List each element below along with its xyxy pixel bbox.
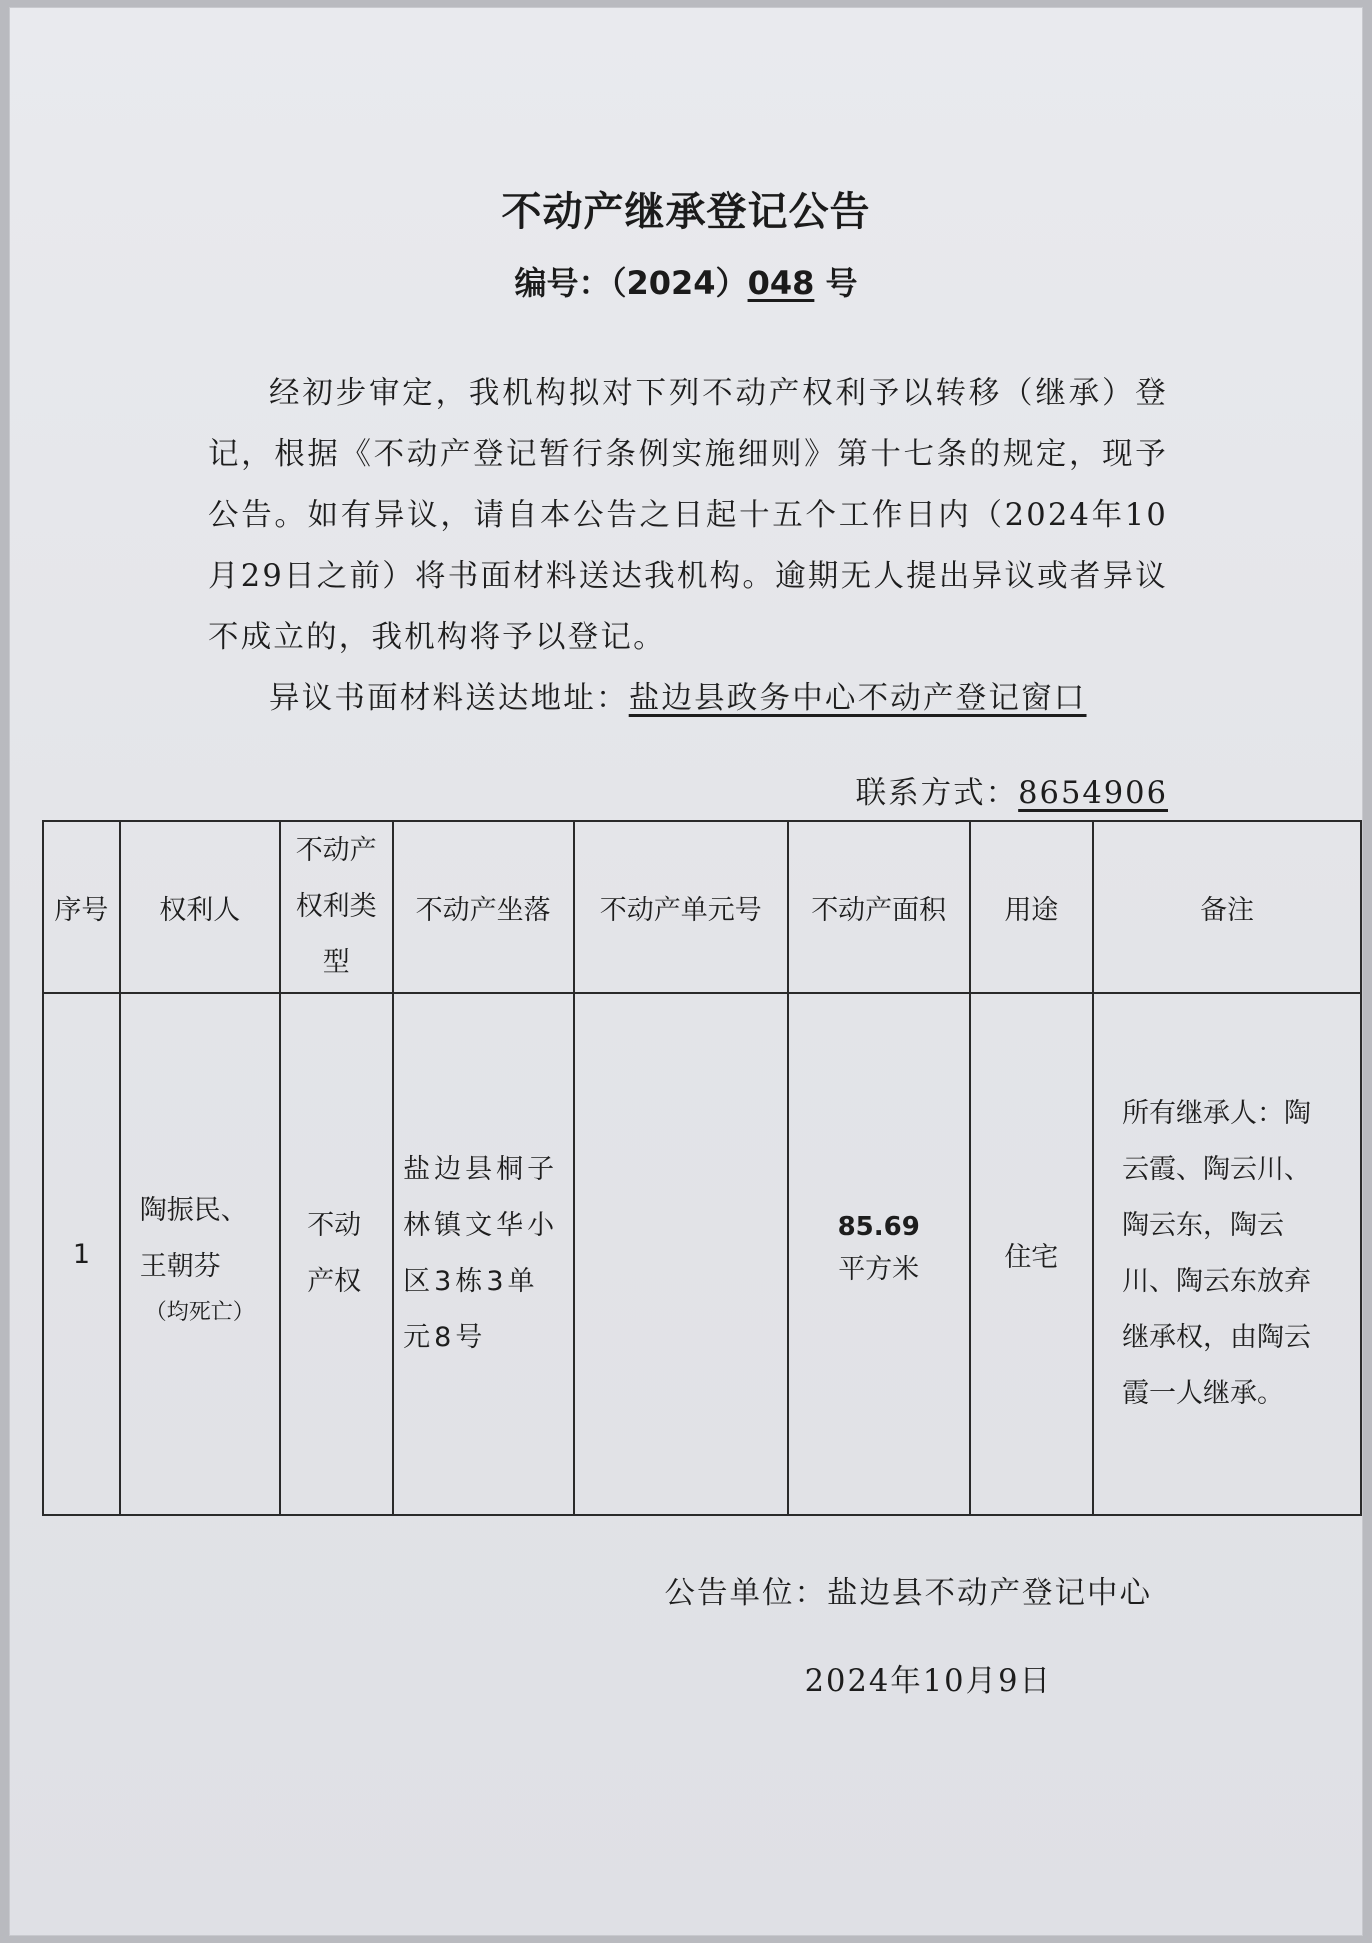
header-usage: 用途 bbox=[970, 821, 1094, 993]
announcement-paragraph: 经初步审定，我机构拟对下列不动产权利予以转移（继承）登记，根据《不动产登记暂行条例实施细则》第十七条的规定，现予公告。如有异议，请自本公告之日起十五个工作日内（2024年10月29日之前）将书面材料送达我机构。逾期无人提出异议或者异议不成立的，我机构将予以登记。 bbox=[208, 376, 1168, 655]
cell-holder bbox=[120, 993, 280, 1515]
document-number-value: 048 bbox=[747, 264, 815, 302]
document-number-prefix: 编号：（2024） bbox=[514, 264, 748, 302]
cell-area-value: 85.69 bbox=[837, 1211, 920, 1242]
document-page bbox=[10, 8, 1362, 1935]
cell-unit-no bbox=[574, 993, 788, 1515]
document-number-suffix: 号 bbox=[814, 264, 858, 302]
cell-holder-status: （均死亡） bbox=[144, 1299, 255, 1325]
document-number bbox=[10, 258, 1362, 304]
contact-value: 8654906 bbox=[1018, 776, 1168, 811]
issuing-unit: 公告单位：盐边县不动产登记中心 bbox=[664, 1576, 1152, 1611]
document-title: 不动产继承登记公告 bbox=[501, 189, 871, 235]
contact-info bbox=[856, 768, 1168, 812]
header-note: 备注 bbox=[1093, 821, 1361, 993]
cell-location bbox=[393, 993, 574, 1515]
cell-holder-names: 陶振民、王朝芬 bbox=[139, 1194, 248, 1282]
objection-address-label: 异议书面材料送达地址： bbox=[269, 681, 629, 716]
header-area: 不动产面积 bbox=[788, 821, 970, 993]
registration-table bbox=[42, 820, 1362, 1516]
objection-address bbox=[208, 668, 1168, 729]
announcement-body bbox=[208, 363, 1168, 729]
header-seq: 序号 bbox=[43, 821, 120, 993]
cell-right-type-text: 不动产权 bbox=[307, 1210, 362, 1297]
objection-address-value: 盐边县政务中心不动产登记窗口 bbox=[628, 681, 1087, 716]
header-location: 不动产坐落 bbox=[393, 821, 574, 993]
cell-location-text: 盐边县桐子林镇文华小区3栋3单元8号 bbox=[403, 1154, 559, 1353]
cell-note-text: 所有继承人：陶云霞、陶云川、陶云东，陶云川、陶云东放弃继承权，由陶云霞一人继承。 bbox=[1122, 1098, 1312, 1409]
header-holder: 权利人 bbox=[120, 821, 280, 993]
header-unit-no: 不动产单元号 bbox=[574, 821, 788, 993]
table-row bbox=[43, 993, 1361, 1515]
cell-area-unit: 平方米 bbox=[838, 1253, 920, 1285]
table-header-row bbox=[43, 821, 1361, 993]
issue-date: 2024年10月9日 bbox=[804, 1664, 1052, 1699]
header-right-type bbox=[280, 821, 393, 993]
cell-right-type bbox=[280, 993, 393, 1515]
cell-seq: 1 bbox=[43, 993, 120, 1515]
cell-note bbox=[1093, 993, 1361, 1515]
header-right-type-text: 不动产权利类型 bbox=[295, 835, 377, 978]
cell-area bbox=[788, 993, 970, 1515]
cell-usage: 住宅 bbox=[970, 993, 1094, 1515]
contact-label: 联系方式： bbox=[855, 776, 1019, 811]
